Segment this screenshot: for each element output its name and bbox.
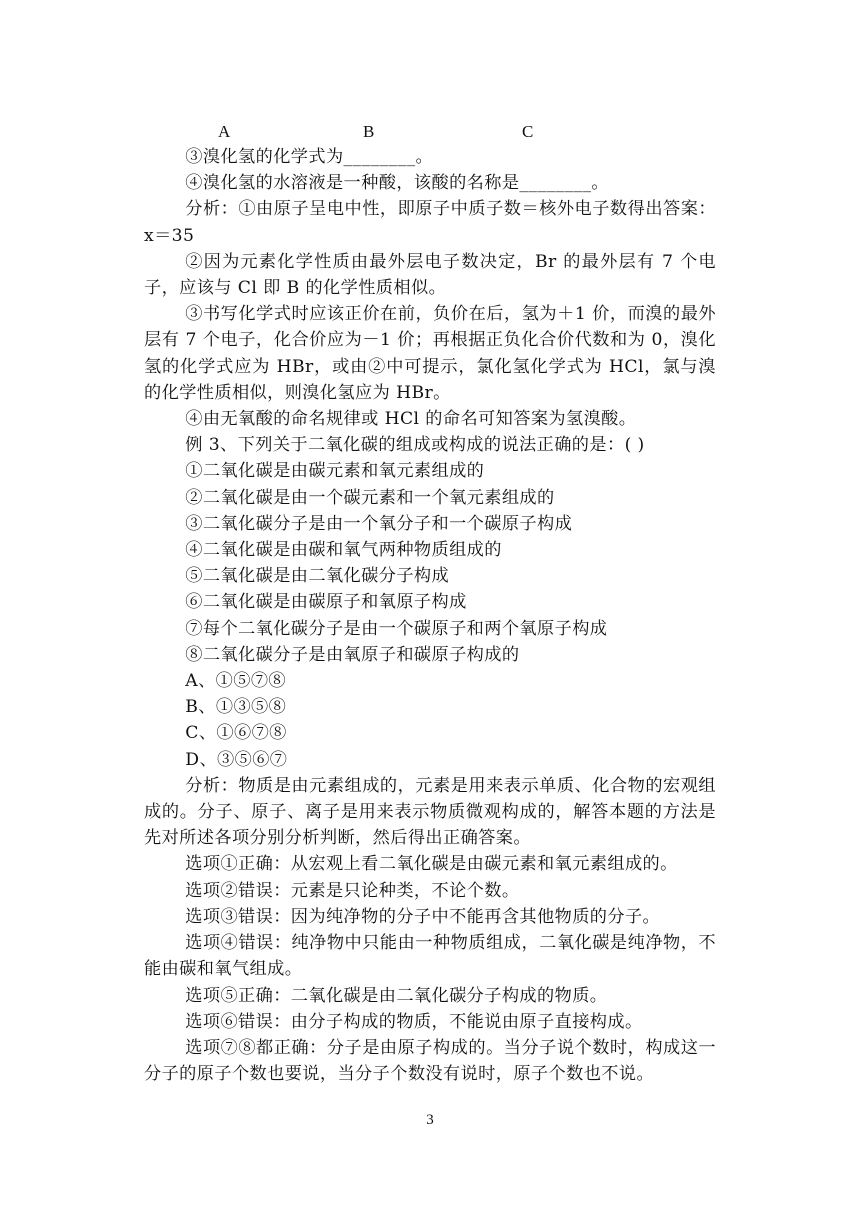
statement-1: ①二氧化碳是由碳元素和氧元素组成的 [185, 461, 485, 482]
analysis-2: ②因为元素化学性质由最外层电子数决定，Br 的最外层有 7 个电子，应该与 Cl 即 B 的化学性质相似。 [144, 251, 716, 299]
option-c: C、①⑥⑦⑧ [185, 723, 287, 744]
example-3-analysis: 分析：物质是由元素组成的，元素是用来表示单质、化合物的宏观组成的。分子、原子、离子是用来表示物质微观构成的，解答本题的方法是先对所述各项分别分析判断，然后得出正确答案。 [144, 775, 716, 849]
choice-analysis-4: 选项④错误：纯净物中只能由一种物质组成，二氧化碳是纯净物，不能由碳和氧气组成。 [144, 933, 716, 980]
option-d: D、③⑤⑥⑦ [185, 749, 288, 770]
choice-analysis-6: 选项⑥错误：由分子构成的物质，不能说由原子直接构成。 [185, 1011, 643, 1032]
choice-analysis-7-8: 选项⑦⑧都正确：分子是由原子构成的。当分子说个数时，构成这一分子的原子个数也要说，当分子个数没有说时，原子个数也不说。 [144, 1037, 716, 1085]
figure-label-b: B [363, 122, 375, 141]
question-3-hbr-formula: ③溴化氢的化学式为________。 [185, 147, 434, 167]
figure-label-c: C [522, 122, 534, 141]
option-b: B、①③⑤⑧ [185, 697, 287, 718]
option-a: A、①⑤⑦⑧ [185, 671, 287, 692]
statement-6: ⑥二氧化碳是由碳原子和氧原子构成 [185, 592, 467, 613]
choice-analysis-5: 选项⑤正确：二氧化碳是由二氧化碳分子构成的物质。 [185, 985, 608, 1006]
body-text [144, 144, 716, 1087]
statement-5: ⑤二氧化碳是由二氧化碳分子构成 [185, 566, 450, 587]
statement-8: ⑧二氧化碳分子是由氧原子和碳原子构成的 [185, 644, 520, 665]
figure-label-a: A [218, 122, 231, 141]
statement-3: ③二氧化碳分子是由一个氧分子和一个碳原子构成 [185, 513, 573, 534]
analysis-1: 分析：①由原子呈电中性，即原子中质子数＝核外电子数得出答案：x＝35 [144, 199, 716, 246]
question-4-acid-name: ④溴化氢的水溶液是一种酸，该酸的名称是________。 [185, 173, 609, 194]
analysis-3: ③书写化学式时应该正价在前，负价在后，氢为＋1 价，而溴的最外层有 7 个电子，化合价应为－1 价；再根据正负化合价代数和为 0，溴化氢的化学式应为 HBr，或由②中可提示，氯化氢化学式为 HCl，氯与溴的化学性质相似，则溴化氢应为 HBr。 [144, 304, 716, 403]
statement-2: ②二氧化碳是由一个碳元素和一个氧元素组成的 [185, 487, 555, 508]
page-number: 3 [426, 1112, 434, 1128]
example-3-question: 例 3、下列关于二氧化碳的组成或构成的说法正确的是：( ) [185, 435, 645, 456]
choice-analysis-1: 选项①正确：从宏观上看二氧化碳是由碳元素和氧元素组成的。 [185, 854, 678, 875]
choice-analysis-2: 选项②错误：元素是只论种类，不论个数。 [185, 880, 520, 901]
statement-7: ⑦每个二氧化碳分子是由一个碳原子和两个氧原子构成 [185, 618, 608, 639]
statement-4: ④二氧化碳是由碳和氧气两种物质组成的 [185, 540, 502, 561]
analysis-4: ④由无氧酸的命名规律或 HCl 的命名可知答案为氢溴酸。 [185, 409, 637, 430]
choice-analysis-3: 选项③错误：因为纯净物的分子中不能再含其他物质的分子。 [185, 906, 661, 927]
